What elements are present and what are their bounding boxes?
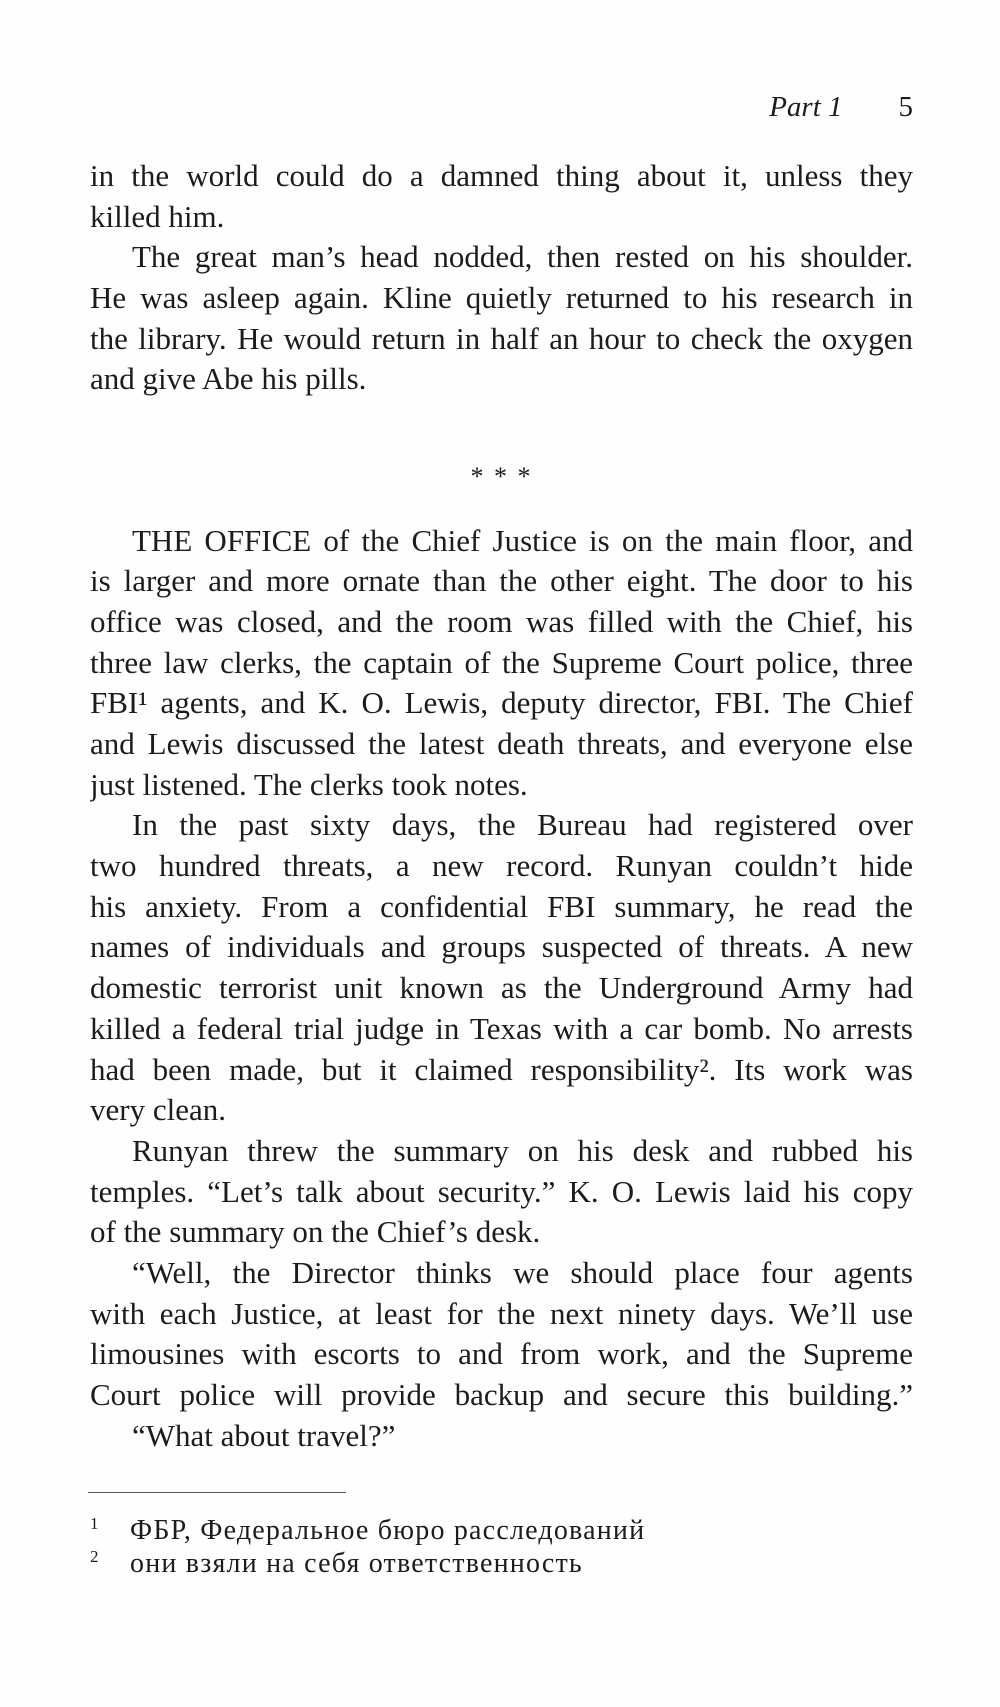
text-line: Court police will provide backup and secure this building.” (90, 1377, 913, 1413)
text-line: In the past sixty days, the Bureau had registered over (132, 807, 913, 843)
text-line: Runyan threw the summary on his desk and rubbed his (132, 1132, 913, 1168)
text-line: and Lewis discussed the latest death threats, and everyone else (90, 726, 913, 762)
text-line: with each Justice, at least for the next ninety days. We’ll use (90, 1295, 913, 1331)
running-title: Part 1 (769, 91, 843, 123)
footnote-text: они взяли на себя ответственность (130, 1548, 583, 1579)
text-line: just listened. The clerks took notes. (90, 766, 528, 802)
footnote-marker: 2 (90, 1547, 99, 1566)
paragraph (90, 1253, 913, 1416)
footnote-rule (88, 1492, 346, 1493)
text-line: the library. He would return in half an hour to check the oxygen (90, 320, 913, 356)
text-line: “Well, the Director thinks we should place four agents (132, 1254, 913, 1290)
text-line: of the summary on the Chief’s desk. (90, 1214, 541, 1250)
text-line: “What about travel?” (132, 1417, 396, 1453)
footnote (88, 1514, 645, 1547)
body-text (90, 156, 913, 1456)
text-line: three law clerks, the captain of the Supreme Court police, three (90, 644, 913, 680)
text-line: THE OFFICE of the Chief Justice is on the main floor, and (132, 522, 913, 558)
text-line: had been made, but it claimed responsibility². Its work was (90, 1051, 913, 1087)
footnote-marker: 1 (90, 1514, 99, 1533)
text-line: He was asleep again. Kline quietly returned to his research in (90, 280, 913, 316)
page-number: 5 (898, 91, 913, 123)
text-line: The great man’s head nodded, then rested on his shoulder. (132, 239, 913, 275)
text-line: domestic terrorist unit known as the Underground Army had (90, 970, 913, 1006)
text-line: his anxiety. From a confidential FBI summary, he read the (90, 888, 913, 924)
paragraph (90, 237, 913, 400)
text-line: limousines with escorts to and from work, and the Supreme (90, 1336, 913, 1372)
paragraph (90, 1416, 913, 1457)
text-line: temples. “Let’s talk about security.” K. O. Lewis laid his copy (90, 1173, 913, 1209)
text-line: very clean. (90, 1092, 226, 1128)
scene-break: * * * (470, 461, 533, 491)
text-line: two hundred threats, a new record. Runyan couldn’t hide (90, 848, 913, 884)
text-line: killed a federal trial judge in Texas with a car bomb. No arrests (90, 1010, 913, 1046)
text-line: and give Abe his pills. (90, 361, 367, 397)
running-head (769, 89, 913, 125)
text-line: is larger and more ornate than the other eight. The door to his (90, 563, 913, 599)
footnote-text: ФБР, Федеральное бюро расследований (130, 1515, 646, 1546)
footnote (88, 1547, 583, 1580)
paragraph (90, 156, 913, 237)
text-line: in the world could do a damned thing about it, unless they (90, 158, 913, 193)
paragraph (90, 521, 913, 806)
text-line: FBI¹ agents, and K. O. Lewis, deputy director, FBI. The Chief (90, 685, 913, 721)
paragraph (90, 805, 913, 1131)
text-line: names of individuals and groups suspected of threats. A new (90, 929, 913, 965)
text-line: killed him. (90, 198, 225, 234)
paragraph (90, 1131, 913, 1253)
text-line: office was closed, and the room was filled with the Chief, his (90, 603, 913, 639)
